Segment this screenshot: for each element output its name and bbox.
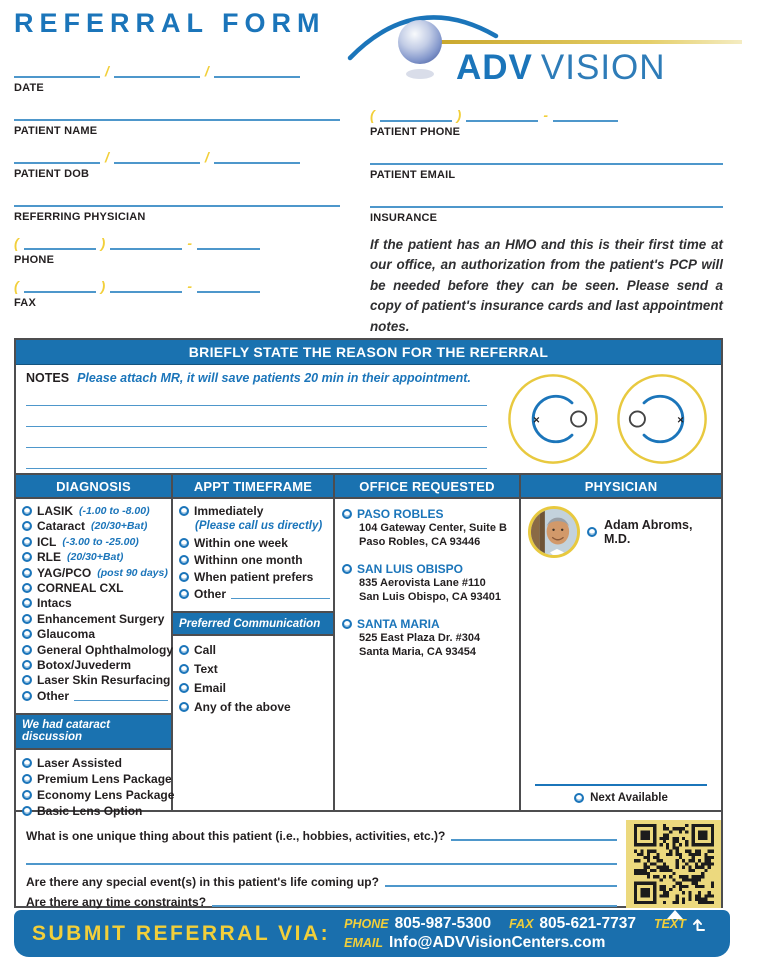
patient-phone-field <box>370 106 723 138</box>
appt-option-label: Other <box>194 587 227 601</box>
diagnosis-option-label: Laser Skin Resurfacing <box>37 673 171 688</box>
diagnosis-option-detail: (20/30+Bat) <box>91 520 148 533</box>
diagnosis-option[interactable] <box>22 597 168 610</box>
submit-title: SUBMIT REFERRAL VIA: <box>32 921 331 945</box>
cataract-options-list <box>16 750 175 819</box>
appt-option-hint: (Please call us directly) <box>195 520 323 532</box>
diagnosis-option[interactable] <box>22 567 168 580</box>
diagnosis-option-label: Other <box>37 688 70 703</box>
slash-separator: / <box>105 63 109 79</box>
office-name: SAN LUIS OBISPO <box>357 562 464 576</box>
appt-option-block <box>179 571 330 584</box>
appt-options-list <box>173 499 333 601</box>
diagnosis-option-label: ICL <box>37 534 57 549</box>
radio-icon[interactable] <box>342 564 352 574</box>
phone-number: 805-987-5300 <box>394 915 492 932</box>
date-field <box>14 62 340 94</box>
diagnosis-option-detail: (-1.00 to -8.00) <box>79 505 150 517</box>
question-1-input-line[interactable] <box>451 839 617 841</box>
radio-icon[interactable] <box>342 619 352 629</box>
fax-field <box>14 277 340 309</box>
diagnosis-option-label: Glaucoma <box>37 627 96 642</box>
fax-number: 805-621-7737 <box>539 915 636 932</box>
physician-column <box>521 475 721 810</box>
insurance-field <box>370 192 723 224</box>
diagnosis-option-label: General Ophthalmology <box>37 642 174 657</box>
question-2-label: Are there any special event(s) in this patient's life coming up? <box>26 875 379 889</box>
radio-icon[interactable] <box>22 691 32 701</box>
radio-icon[interactable] <box>179 683 189 693</box>
patient-email-input-line[interactable] <box>370 151 723 165</box>
qr-code <box>626 820 721 908</box>
physician-name: Adam Abroms, M.D. <box>604 518 693 546</box>
patient-dob-field <box>14 148 340 180</box>
diagnosis-option[interactable] <box>22 582 168 595</box>
dash-separator: - <box>543 107 549 123</box>
diagnosis-option[interactable] <box>22 673 171 688</box>
slash-separator: / <box>204 149 209 165</box>
dash-separator: - <box>187 278 193 294</box>
communication-option[interactable] <box>179 701 330 714</box>
diagnosis-option[interactable] <box>22 642 174 657</box>
cataract-option-label: Laser Assisted <box>37 755 122 770</box>
diagnosis-option-detail: (-3.00 to -25.00) <box>62 535 139 548</box>
appt-timeframe-header: APPT TIMEFRAME <box>173 475 333 499</box>
notes-line[interactable] <box>26 385 487 406</box>
radio-icon[interactable] <box>22 774 32 784</box>
cataract-option[interactable] <box>22 757 168 770</box>
office-name: PASO ROBLES <box>357 507 444 521</box>
communication-option-label: Email <box>194 681 227 695</box>
date-input-line[interactable] <box>14 64 100 78</box>
slash-separator: / <box>105 149 109 165</box>
physician-divider-line <box>535 784 707 786</box>
phone-input-line[interactable] <box>110 236 182 250</box>
question-1-input-line-2[interactable] <box>26 863 617 865</box>
svg-text:×: × <box>677 414 684 427</box>
paren-separator: ( <box>14 278 19 294</box>
communication-option-label: Call <box>194 643 217 657</box>
radio-icon[interactable] <box>342 509 352 519</box>
office-option[interactable] <box>342 507 515 549</box>
question-row <box>26 889 617 909</box>
slash-separator: / <box>204 63 209 79</box>
office-option[interactable] <box>342 617 515 659</box>
diagnosis-option-detail: (20/30+Bat) <box>67 551 124 564</box>
communication-option[interactable] <box>179 682 330 695</box>
radio-icon[interactable] <box>179 702 189 712</box>
diagnosis-option-detail: (post 90 days) <box>97 566 168 579</box>
office-address-line1: 835 Aerovista Lane #110 <box>359 577 486 589</box>
fax-contact-label: FAX <box>509 917 534 931</box>
appt-option-label: Withinn one month <box>194 553 303 567</box>
phone-input-line[interactable] <box>197 236 260 250</box>
appt-option-label: Immediately <box>194 504 264 518</box>
phone-label: PHONE <box>14 254 55 266</box>
date-input-line[interactable] <box>214 64 300 78</box>
appt-option-block <box>179 588 330 601</box>
radio-icon[interactable] <box>22 537 32 547</box>
appt-option[interactable] <box>179 571 330 584</box>
diagnosis-column <box>16 475 175 819</box>
dob-input-line[interactable] <box>114 150 200 164</box>
text-arrow-icon <box>692 917 705 932</box>
referring-physician-input-line[interactable] <box>14 193 340 207</box>
questions-section <box>16 812 721 908</box>
notes-line[interactable] <box>26 427 487 448</box>
patient-contact-fields <box>370 106 723 337</box>
eye-diagrams <box>499 365 721 473</box>
hmo-insurance-note: If the patient has an HMO and this is their first time at our office, an authorization from the patient's PCP will be needed before they can be seen. Please send a copy of patient's insurance cards and last appointment notes. <box>370 237 723 334</box>
paren-separator: ( <box>14 235 19 251</box>
question-1-label: What is one unique thing about this patient (i.e., hobbies, activities, etc.)? <box>26 829 446 843</box>
appt-timeframe-column <box>173 475 335 810</box>
referral-reason-section <box>14 338 723 908</box>
paren-separator: ( <box>370 107 375 123</box>
diagnosis-option[interactable] <box>22 659 168 672</box>
appt-option-block <box>179 537 330 550</box>
patient-phone-input-line[interactable] <box>380 108 452 122</box>
phone-field <box>14 234 340 266</box>
patient-name-label: PATIENT NAME <box>14 125 98 137</box>
other-input-line[interactable] <box>74 690 168 701</box>
notes-label: NOTES <box>26 371 70 385</box>
appt-option[interactable] <box>179 505 330 518</box>
referring-physician-field <box>14 191 340 223</box>
diagnosis-option-label: Botox/Juvederm <box>37 657 132 672</box>
office-requested-column <box>335 475 521 810</box>
radio-icon[interactable] <box>179 664 189 674</box>
date-label: DATE <box>14 82 44 94</box>
appt-option-block <box>179 554 330 567</box>
notes-hint: Please attach MR, it will save patients 20 min in their appointment. <box>77 371 471 385</box>
adv-vision-logo <box>344 0 748 104</box>
diagnosis-option[interactable] <box>22 536 168 549</box>
radio-icon[interactable] <box>574 793 584 803</box>
diagnosis-option[interactable] <box>22 613 168 626</box>
email-address: Info@ADVVisionCenters.com <box>389 934 606 951</box>
contact-info <box>344 915 705 952</box>
diagnosis-option[interactable] <box>22 505 168 518</box>
diagnosis-option[interactable] <box>22 690 168 703</box>
diagnosis-header: DIAGNOSIS <box>16 475 171 499</box>
appt-option[interactable] <box>179 537 330 550</box>
email-contact-label: EMAIL <box>344 936 384 950</box>
fax-input-line[interactable] <box>24 279 96 293</box>
patient-dob-label: PATIENT DOB <box>14 168 90 180</box>
office-address-line1: 525 East Plaza Dr. #304 <box>359 632 481 644</box>
appt-option-label: When patient prefers <box>194 570 314 584</box>
qr-code-graphic <box>634 824 714 904</box>
paren-separator: ) <box>100 235 106 251</box>
diagnosis-list <box>16 499 174 703</box>
question-2-input-line[interactable] <box>385 885 617 887</box>
notes-area <box>16 365 721 475</box>
dash-separator: - <box>187 235 193 251</box>
diagnosis-option[interactable] <box>22 628 168 641</box>
next-available-label: Next Available <box>590 792 668 804</box>
logo-vision: VISION <box>540 48 666 87</box>
preferred-communication-banner: Preferred Communication <box>173 611 333 636</box>
fax-input-line[interactable] <box>110 279 182 293</box>
radio-icon[interactable] <box>22 552 32 562</box>
radio-icon[interactable] <box>179 645 189 655</box>
next-available-row[interactable] <box>521 792 721 804</box>
appt-option[interactable] <box>179 588 330 601</box>
fax-label: FAX <box>14 297 36 309</box>
radio-icon[interactable] <box>22 790 32 800</box>
radio-icon[interactable] <box>179 506 189 516</box>
radio-icon[interactable] <box>22 598 32 608</box>
diagnosis-option-label: CORNEAL CXL <box>37 580 124 595</box>
office-requested-header: OFFICE REQUESTED <box>335 475 519 499</box>
radio-icon[interactable] <box>22 645 32 655</box>
radio-icon[interactable] <box>22 521 32 531</box>
appt-option-block <box>179 505 330 533</box>
other-input-line[interactable] <box>231 588 330 599</box>
dob-input-line[interactable] <box>14 150 100 164</box>
communication-option-label: Any of the above <box>194 700 291 714</box>
office-name: SANTA MARIA <box>357 617 440 631</box>
next-available-option <box>521 784 721 804</box>
dob-input-line[interactable] <box>214 150 300 164</box>
radio-icon[interactable] <box>179 589 189 599</box>
question-row <box>26 843 617 867</box>
radio-icon[interactable] <box>22 583 32 593</box>
radio-icon[interactable] <box>179 572 189 582</box>
notes-line[interactable] <box>26 406 487 427</box>
submit-footer <box>14 910 730 957</box>
logo-wordmark <box>456 48 666 88</box>
diagnosis-option-label: YAG/PCO <box>37 565 92 580</box>
diagnosis-option-label: Enhancement Surgery <box>37 611 165 626</box>
diagnosis-option-label: LASIK <box>37 504 73 518</box>
patient-phone-label: PATIENT PHONE <box>370 126 461 138</box>
radio-icon[interactable] <box>22 758 32 768</box>
radio-icon[interactable] <box>179 555 189 565</box>
diagnosis-option-label: RLE <box>37 550 61 565</box>
physician-photo <box>528 506 580 558</box>
phone-input-line[interactable] <box>24 236 96 250</box>
cataract-option-label: Basic Lens Option <box>37 804 143 819</box>
communication-option[interactable] <box>179 644 330 657</box>
office-address-line2: Santa Maria, CA 93454 <box>359 646 476 658</box>
physician-portrait-graphic <box>531 509 580 558</box>
radio-icon[interactable] <box>22 629 32 639</box>
options-columns <box>16 475 721 819</box>
radio-icon[interactable] <box>22 675 32 685</box>
office-list <box>335 499 519 659</box>
date-input-line[interactable] <box>114 64 200 78</box>
diagnosis-option[interactable] <box>22 551 168 564</box>
question-row <box>26 867 617 889</box>
office-address-line2: Paso Robles, CA 93446 <box>359 536 481 548</box>
qr-pointer-notch <box>667 910 683 919</box>
appt-option[interactable] <box>179 554 330 567</box>
communication-options-list <box>173 636 333 714</box>
page-title: REFERRAL FORM <box>14 8 326 38</box>
communication-option-label: Text <box>194 662 218 676</box>
radio-icon[interactable] <box>22 506 32 516</box>
reason-banner: BRIEFLY STATE THE REASON FOR THE REFERRAL <box>16 340 721 365</box>
cataract-discussion-banner: We had cataract discussion <box>16 713 171 750</box>
text-contact-label: TEXT <box>653 917 686 931</box>
office-address-line1: 104 Gateway Center, Suite B <box>359 522 507 534</box>
radio-icon[interactable] <box>22 614 32 624</box>
svg-text:×: × <box>533 414 540 427</box>
office-option[interactable] <box>342 562 515 604</box>
diagnosis-option-label: Cataract <box>37 519 86 534</box>
radio-icon[interactable] <box>22 568 32 578</box>
patient-name-field <box>14 105 340 137</box>
diagnosis-option-label: Intacs <box>37 596 72 611</box>
cataract-option[interactable] <box>22 788 175 803</box>
referrer-fields <box>14 62 340 320</box>
radio-icon[interactable] <box>22 660 32 670</box>
patient-phone-input-line[interactable] <box>466 108 538 122</box>
communication-option[interactable] <box>179 663 330 676</box>
radio-icon[interactable] <box>179 538 189 548</box>
notes-line[interactable] <box>26 448 487 469</box>
question-3-label: Are there any time constraints? <box>26 895 207 909</box>
eye-diagram-graphic <box>499 370 717 468</box>
appt-option-label: Within one week <box>194 536 288 550</box>
patient-phone-input-line[interactable] <box>553 108 618 122</box>
logo-adv: ADV <box>456 48 533 87</box>
cataract-option-label: Economy Lens Package <box>37 788 175 803</box>
cataract-option-label: Premium Lens Package <box>37 771 172 786</box>
paren-separator: ) <box>100 278 106 294</box>
physician-header: PHYSICIAN <box>521 475 721 499</box>
phone-contact-label: PHONE <box>344 917 389 931</box>
patient-name-input-line[interactable] <box>14 107 340 121</box>
cataract-option[interactable] <box>22 771 172 786</box>
question-3-input-line[interactable] <box>212 905 617 907</box>
radio-icon[interactable] <box>587 527 597 537</box>
patient-email-label: PATIENT EMAIL <box>370 169 456 181</box>
patient-email-field <box>370 149 723 181</box>
insurance-label: INSURANCE <box>370 212 438 224</box>
paren-separator: ) <box>456 107 462 123</box>
referring-physician-label: REFERRING PHYSICIAN <box>14 211 146 223</box>
diagnosis-option[interactable] <box>22 520 168 533</box>
fax-input-line[interactable] <box>197 279 260 293</box>
office-address-line2: San Luis Obispo, CA 93401 <box>359 591 502 603</box>
question-row <box>26 819 617 843</box>
insurance-input-line[interactable] <box>370 194 723 208</box>
